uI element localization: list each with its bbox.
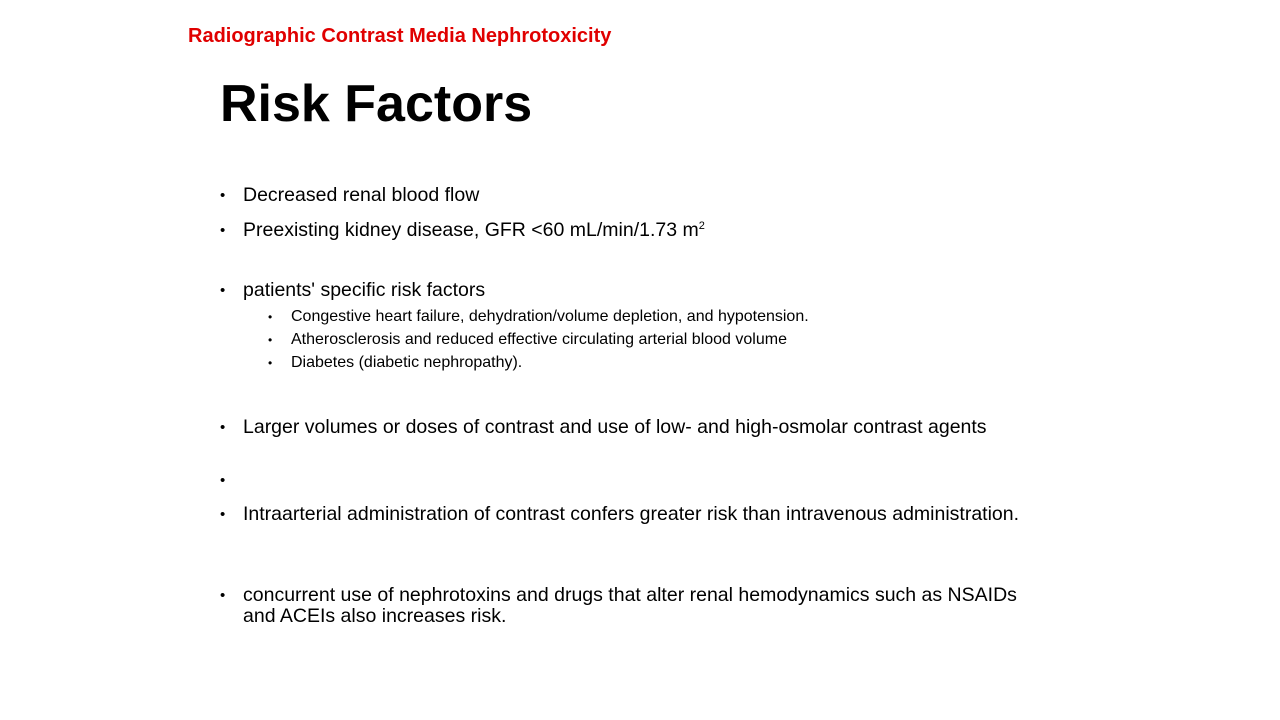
bullet-dot-icon: •	[268, 310, 273, 324]
bullet-dot-icon: •	[268, 356, 273, 370]
bullet-dot-icon: •	[220, 587, 226, 604]
bullet-text: Diabetes (diabetic nephropathy).	[291, 354, 523, 371]
bullet-item	[220, 503, 1043, 525]
bullet-text: Decreased renal blood flow	[243, 184, 480, 206]
bullet-dot-icon: •	[268, 333, 273, 347]
bullet-text: Atherosclerosis and reduced effective circulating arterial blood volume	[291, 331, 787, 348]
bullet-dot-icon: •	[220, 187, 226, 204]
bullet-text: concurrent use of nephrotoxins and drugs that alter renal hemodynamics such as NSAIDs and ACEIs also increases risk.	[243, 584, 1017, 627]
bullet-item	[220, 184, 1043, 206]
bullet-item	[220, 219, 1043, 241]
sub-bullet-item	[268, 353, 991, 373]
sub-bullet-item	[268, 307, 991, 327]
bullet-text: Larger volumes or doses of contrast and use of low- and high-osmolar contrast agents	[243, 416, 987, 438]
bullet-text: Preexisting kidney disease, GFR <60 mL/min/1.73 m	[243, 219, 699, 241]
bullet-dot-icon: •	[220, 282, 226, 299]
bullet-dot-icon: •	[220, 419, 226, 436]
slide-title: Risk Factors	[220, 75, 533, 133]
bullet-superscript: 2	[698, 220, 705, 232]
bullet-dot-icon: •	[220, 472, 226, 489]
sub-bullet-item	[268, 330, 991, 350]
bullet-item	[220, 279, 1043, 301]
bullet-text: Congestive heart failure, dehydration/volume depletion, and hypotension.	[291, 308, 809, 325]
bullet-dot-icon: •	[220, 506, 226, 523]
bullet-item	[220, 416, 1043, 438]
bullet-dot-icon: •	[220, 222, 226, 239]
bullet-item	[220, 584, 1043, 627]
bullet-text: Intraarterial administration of contrast confers greater risk than intravenous administration.	[243, 503, 1020, 525]
bullet-text: patients' specific risk factors	[243, 279, 486, 301]
slide-header: Radiographic Contrast Media Nephrotoxicity	[188, 25, 612, 47]
